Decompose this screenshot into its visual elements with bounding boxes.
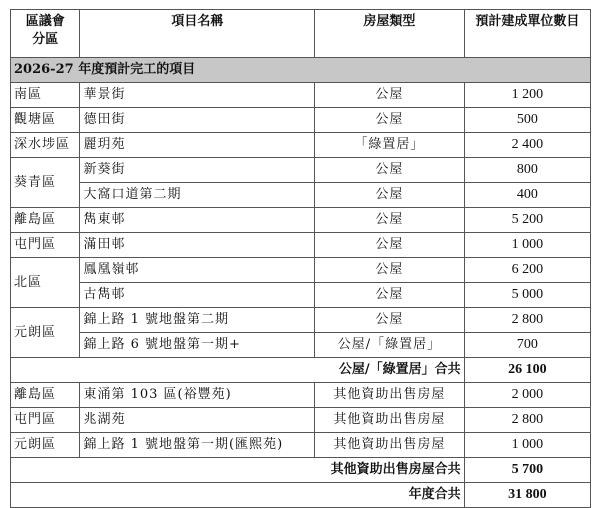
project-cell: 東涌第 103 區(裕豐苑) bbox=[80, 383, 315, 408]
project-cell: 雋東邨 bbox=[80, 208, 315, 233]
type-cell: 公屋/「綠置居」 bbox=[315, 333, 464, 358]
header-district: 區議會 分區 bbox=[11, 10, 80, 58]
type-cell: 公屋 bbox=[315, 108, 464, 133]
type-cell: 公屋 bbox=[315, 283, 464, 308]
units-cell: 1 000 bbox=[464, 433, 590, 458]
project-cell: 大窩口道第二期 bbox=[80, 183, 315, 208]
subtotal-label: 公屋/「綠置居」合共 bbox=[11, 358, 465, 383]
units-cell: 2 800 bbox=[464, 308, 590, 333]
type-cell: 公屋 bbox=[315, 308, 464, 333]
project-cell: 滿田邨 bbox=[80, 233, 315, 258]
type-cell: 其他資助出售房屋 bbox=[315, 408, 464, 433]
header-units: 預計建成單位數目 bbox=[464, 10, 590, 58]
project-cell: 麗玥苑 bbox=[80, 133, 315, 158]
units-cell: 2 000 bbox=[464, 383, 590, 408]
project-cell: 錦上路 1 號地盤第二期 bbox=[80, 308, 315, 333]
header-row bbox=[11, 10, 591, 58]
housing-completion-table bbox=[10, 9, 591, 508]
district-cell: 屯門區 bbox=[11, 233, 80, 258]
district-cell: 離島區 bbox=[11, 383, 80, 408]
project-cell: 新葵街 bbox=[80, 158, 315, 183]
type-cell: 「綠置居」 bbox=[315, 133, 464, 158]
project-cell: 錦上路 1 號地盤第一期(匯熙苑) bbox=[80, 433, 315, 458]
project-cell: 兆湖苑 bbox=[80, 408, 315, 433]
table-row bbox=[11, 208, 591, 233]
subtotal-value: 26 100 bbox=[464, 358, 590, 383]
annual-total-label: 年度合共 bbox=[11, 483, 465, 508]
section-title: 2026-27 年度預計完工的項目 bbox=[11, 58, 591, 83]
type-cell: 其他資助出售房屋 bbox=[315, 383, 464, 408]
units-cell: 800 bbox=[464, 158, 590, 183]
header-project: 項目名稱 bbox=[80, 10, 315, 58]
district-cell: 離島區 bbox=[11, 208, 80, 233]
district-cell: 葵青區 bbox=[11, 158, 80, 208]
table-row bbox=[11, 408, 591, 433]
units-cell: 500 bbox=[464, 108, 590, 133]
district-cell: 屯門區 bbox=[11, 408, 80, 433]
units-cell: 700 bbox=[464, 333, 590, 358]
table-row bbox=[11, 333, 591, 358]
table-row bbox=[11, 158, 591, 183]
table-row bbox=[11, 383, 591, 408]
type-cell: 其他資助出售房屋 bbox=[315, 433, 464, 458]
table-row bbox=[11, 108, 591, 133]
project-cell: 古雋邨 bbox=[80, 283, 315, 308]
units-cell: 1 000 bbox=[464, 233, 590, 258]
table-row bbox=[11, 233, 591, 258]
units-cell: 2 400 bbox=[464, 133, 590, 158]
table-row bbox=[11, 308, 591, 333]
header-type: 房屋類型 bbox=[315, 10, 464, 58]
units-cell: 400 bbox=[464, 183, 590, 208]
table-row bbox=[11, 183, 591, 208]
section-title-row bbox=[11, 58, 591, 83]
type-cell: 公屋 bbox=[315, 83, 464, 108]
units-cell: 6 200 bbox=[464, 258, 590, 283]
subtotal-label: 其他資助出售房屋合共 bbox=[11, 458, 465, 483]
annual-total-value: 31 800 bbox=[464, 483, 590, 508]
subtotal-value: 5 700 bbox=[464, 458, 590, 483]
units-cell: 2 800 bbox=[464, 408, 590, 433]
table-row bbox=[11, 133, 591, 158]
subtotal-row-public-housing bbox=[11, 358, 591, 383]
type-cell: 公屋 bbox=[315, 233, 464, 258]
table-row bbox=[11, 283, 591, 308]
project-cell: 錦上路 6 號地盤第一期+ bbox=[80, 333, 315, 358]
annual-total-row bbox=[11, 483, 591, 508]
table-row bbox=[11, 83, 591, 108]
district-cell: 北區 bbox=[11, 258, 80, 308]
type-cell: 公屋 bbox=[315, 208, 464, 233]
type-cell: 公屋 bbox=[315, 158, 464, 183]
units-cell: 1 200 bbox=[464, 83, 590, 108]
district-cell: 南區 bbox=[11, 83, 80, 108]
type-cell: 公屋 bbox=[315, 183, 464, 208]
table-row bbox=[11, 433, 591, 458]
project-cell: 德田街 bbox=[80, 108, 315, 133]
project-cell: 華景街 bbox=[80, 83, 315, 108]
units-cell: 5 000 bbox=[464, 283, 590, 308]
district-cell: 元朗區 bbox=[11, 433, 80, 458]
table-row bbox=[11, 258, 591, 283]
district-cell: 深水埗區 bbox=[11, 133, 80, 158]
district-cell: 觀塘區 bbox=[11, 108, 80, 133]
type-cell: 公屋 bbox=[315, 258, 464, 283]
district-cell: 元朗區 bbox=[11, 308, 80, 358]
project-cell: 鳳凰嶺邨 bbox=[80, 258, 315, 283]
units-cell: 5 200 bbox=[464, 208, 590, 233]
subtotal-row-other-subsidised bbox=[11, 458, 591, 483]
